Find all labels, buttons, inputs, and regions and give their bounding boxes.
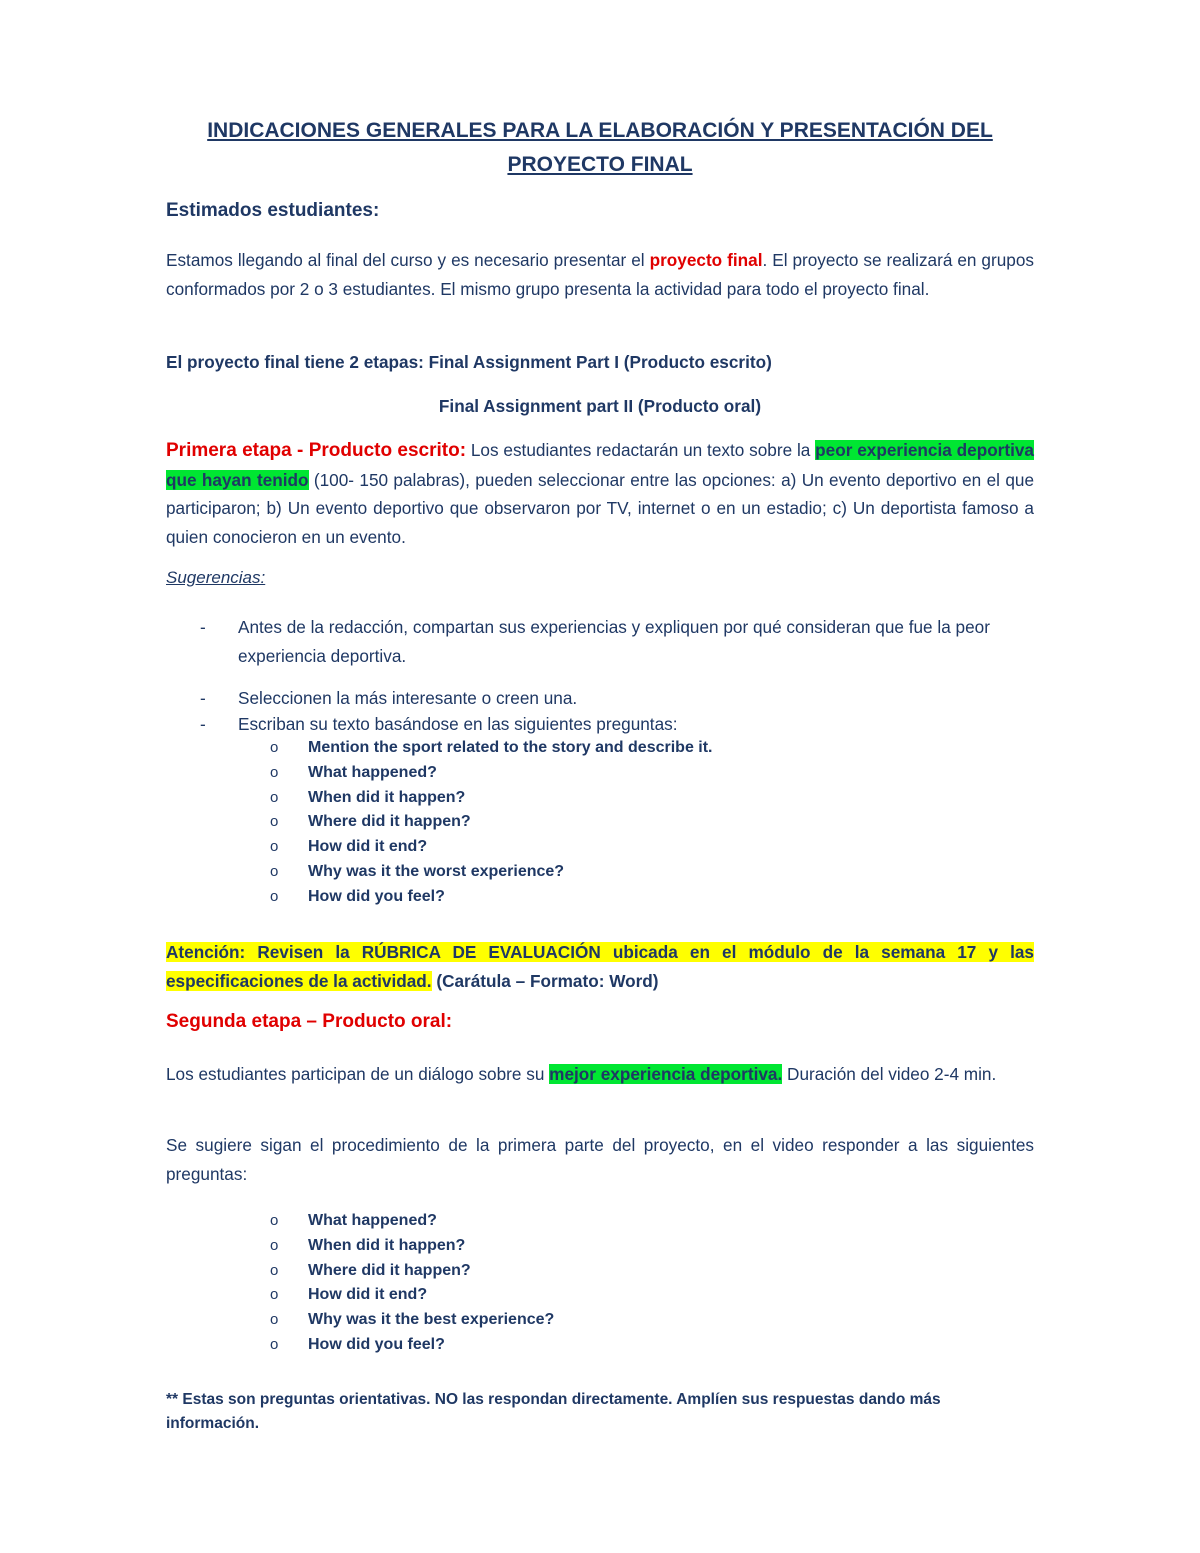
intro-highlight: proyecto final (649, 250, 763, 270)
question-text: Why was it the worst experience? (308, 862, 565, 880)
suggestions-label: Sugerencias: (166, 568, 266, 587)
bullet-mark: o (270, 788, 279, 806)
stage2-text-1: Los estudiantes participan de un diálogo sobre su (166, 1064, 550, 1084)
bullet-mark: o (270, 763, 279, 781)
dash-mark: - (200, 714, 206, 734)
intro-text-2: . El proyecto se realizará en grupos conformados por 2 o 3 estudiantes. El mismo grupo presenta la actividad para todo el proyecto final. (166, 250, 1034, 299)
dash-mark: - (200, 688, 206, 708)
question-text: When did it happen? (308, 1236, 466, 1254)
stages-line-2: Final Assignment part II (Producto oral) (438, 396, 762, 416)
document-title (160, 114, 1040, 182)
procedure-paragraph: Se sugiere sigan el procedimiento de la primera parte del proyecto, en el video responder a las siguientes preguntas: (166, 1135, 1034, 1184)
bullet-mark: o (270, 1335, 279, 1353)
bullet-mark: o (270, 1236, 279, 1254)
suggestion-text: Escriban su texto basándose en las siguientes preguntas: (238, 714, 678, 734)
stage1-highlight: peor experiencia deportiva que hayan tenido (166, 440, 1034, 490)
stage2-highlight: mejor experiencia deportiva. (549, 1064, 783, 1084)
final-note: ** Estas son preguntas orientativas. NO las respondan directamente. Amplíen sus respuestas dando más información. (166, 1391, 941, 1432)
question-text: What happened? (308, 1212, 437, 1229)
stage2-text-2: Duración del video 2-4 min. (782, 1064, 997, 1084)
bullet-mark: o (270, 887, 279, 905)
question-text: Where did it happen? (308, 1261, 471, 1279)
bullet-mark: o (270, 1286, 279, 1304)
title-line-1: INDICACIONES GENERALES PARA LA ELABORACIÓN Y PRESENTACIÓN DEL (207, 119, 993, 142)
stage1-paragraph (166, 436, 1034, 551)
intro-paragraph (166, 246, 1034, 303)
question-text: How did you feel? (308, 1335, 445, 1353)
question-text: Where did it happen? (308, 813, 471, 831)
suggestion-text: Antes de la redacción, compartan sus experiencias y expliquen por qué consideran que fue la peor experiencia deportiva. (238, 617, 990, 666)
bullet-mark: o (270, 739, 279, 756)
stage1-heading: Primera etapa - Producto escrito: (166, 440, 467, 461)
bullet-mark: o (270, 1311, 279, 1329)
question-text: How did it end? (308, 1286, 428, 1304)
question-text: Mention the sport related to the story and describe it. (308, 739, 713, 756)
stage2-paragraph (166, 1060, 1034, 1089)
stages-line-1: El proyecto final tiene 2 etapas: Final Assignment Part I (Producto escrito) (166, 352, 772, 372)
question-text: Why was it the best experience? (308, 1311, 555, 1329)
stage1-text-1: Los estudiantes redactarán un texto sobre la (466, 440, 816, 460)
attention-highlight: Atención: Revisen la RÚBRICA DE EVALUACIÓN ubicada en el módulo de la semana 17 y las especificaciones de la actividad. (166, 942, 1034, 991)
suggestion-item (200, 613, 1034, 670)
attention-paragraph (166, 938, 1034, 995)
question-text: What happened? (308, 763, 437, 781)
bullet-mark: o (270, 838, 279, 856)
question-text: How did it end? (308, 838, 428, 856)
question-text: When did it happen? (308, 788, 466, 806)
bullet-mark: o (270, 1261, 279, 1279)
attention-rest: (Carátula – Formato: Word) (431, 970, 659, 991)
stage2-heading: Segunda etapa – Producto oral: (166, 1011, 453, 1032)
greeting: Estimados estudiantes: (166, 200, 380, 221)
bullet-mark: o (270, 813, 279, 831)
dash-mark: - (200, 617, 206, 637)
suggestion-text: Seleccionen la más interesante o creen una. (238, 688, 578, 708)
suggestion-item (200, 684, 1034, 713)
stage1-text-2: (100- 150 palabras), pueden seleccionar entre las opciones: a) Un evento deportivo en el que participaron; b) Un evento deportivo que observaron por TV, internet o en un estadio; c) Un deportista famoso a quien conocieron en un evento. (166, 469, 1035, 547)
title-line-2: PROYECTO FINAL (507, 153, 693, 176)
bullet-mark: o (270, 1212, 279, 1229)
intro-text-1: Estamos llegando al final del curso y es necesario presentar el (166, 250, 650, 270)
question-text: How did you feel? (308, 887, 445, 905)
suggestion-item (200, 710, 1034, 739)
bullet-mark: o (270, 862, 279, 880)
